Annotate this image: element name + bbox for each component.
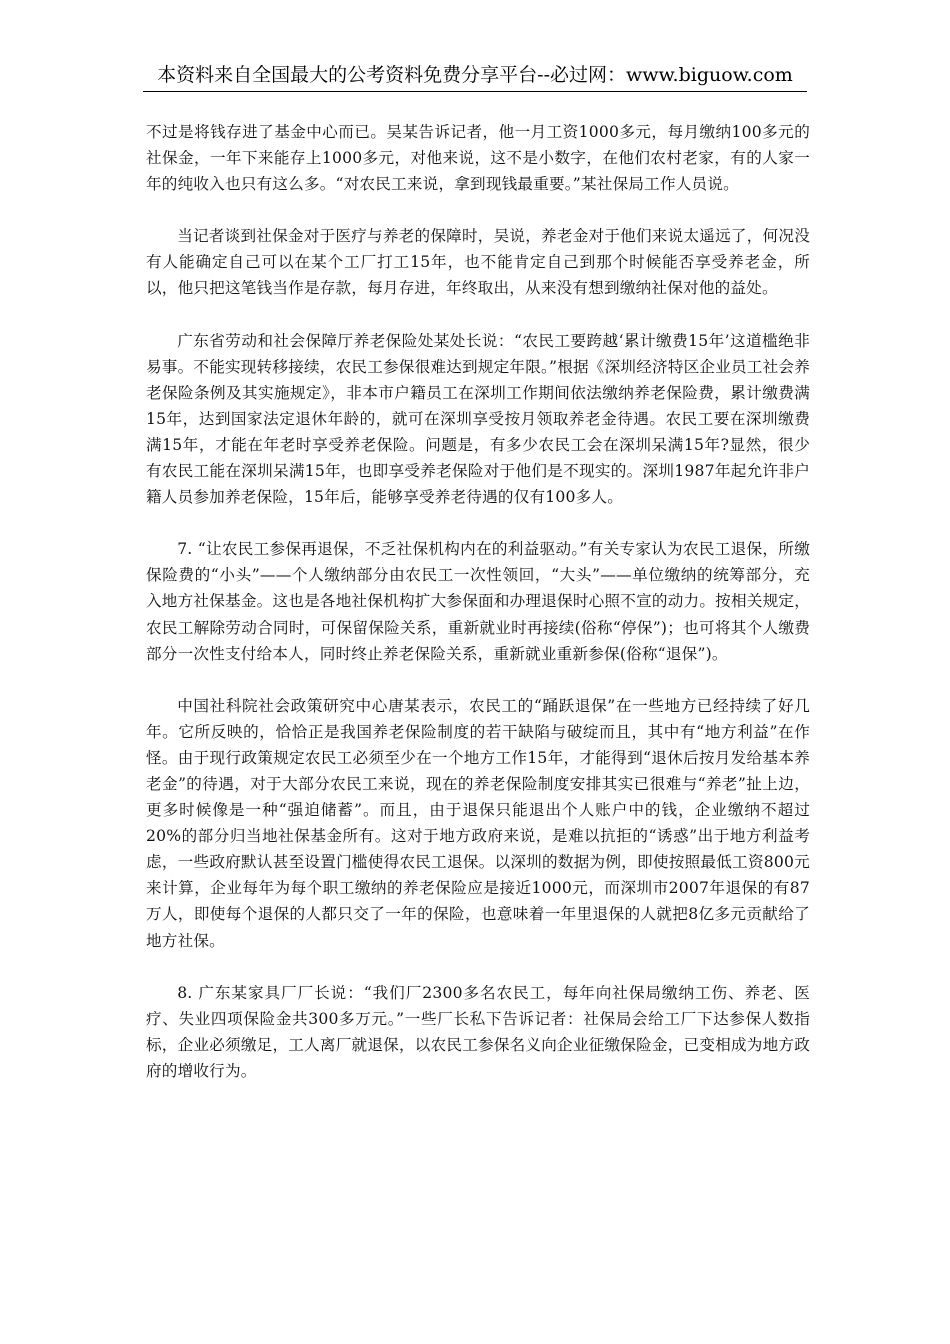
paragraph: 中国社科院社会政策研究中心唐某表示，农民工的“踊跃退保”在一些地方已经持续了好几年。它所反映的，恰恰正是我国养老保险制度的若干缺陷与破绽而且，其中有“地方利益”在作怪。由于现行政策规定农民工必须至少在一个地方工作15年，才能得到“退休后按月发给基本养老金”的待遇，对于大部分农民工来说，现在的养老保险制度安排其实已很难与“养老”扯上边，更多时候像是一种“强迫储蓄”。而且，由于退保只能退出个人账户中的钱，企业缴纳不超过20%的部分归当地社保基金所有。这对于地方政府来说，是难以抗拒的“诱惑”出于地方利益考虑，一些政府默认甚至设置门槛使得农民工退保。以深圳的数据为例，即使按照最低工资800元来计算，企业每年为每个职工缴纳的养老保险应是接近1000元，而深圳市2007年退保的有87万人，即使每个退保的人都只交了一年的保险，也意味着一年里退保的人就把8亿多元贡献给了地方社保。 (146, 696, 810, 950)
header-divider (143, 91, 807, 92)
paragraph: 广东省劳动和社会保障厅养老保险处某处长说：“农民工要跨越‘累计缴费15年’这道槛绝非易事。不能实现转移接续，农民工参保很难达到规定年限。”根据《深圳经济特区企业员工社会养老保险条例及其实施规定》，非本市户籍员工在深圳工作期间依法缴纳养老保险费，累计缴费满15年，达到国家法定退休年龄的，就可在深圳享受按月领取养老金待遇。农民工要在深圳缴费满15年，才能在年老时享受养老保险。问题是，有多少农民工会在深圳呆满15年?显然，很少有农民工能在深圳呆满15年，也即享受养老保险对于他们是不现实的。深圳1987年起允许非户籍人员参加养老保险，15年后，能够享受养老待遇的仅有100多人。 (146, 331, 810, 507)
paragraph: 当记者谈到社保金对于医疗与养老的保障时，吴说，养老金对于他们来说太遥远了，何况没有人能确定自己可以在某个工厂打工15年，也不能肯定自己到那个时候能否享受养老金，所以，他只把这笔钱当作是存款，每月存进，年终取出，从来没有想到缴纳社保对他的益处。 (146, 227, 810, 298)
paragraph-continuation: 不过是将钱存进了基金中心而已。吴某告诉记者，他一月工资1000多元，每月缴纳100多元的社保金，一年下来能存上1000多元，对他来说，这不是小数字，在他们农村老家，有的人家一年的纯收入也只有这么多。“对农民工来说，拿到现钱最重要。”某社保局工作人员说。 (146, 123, 810, 194)
paragraph-item-7: 7. “让农民工参保再退保，不乏社保机构内在的利益驱动。”有关专家认为农民工退保，所缴保险费的“小头”——个人缴纳部分由农民工一次性领回，“大头”——单位缴纳的统筹部分，充入地方社保基金。这也是各地社保机构扩大参保面和办理退保时心照不宣的动力。按相关规定，农民工解除劳动合同时，可保留保险关系，重新就业时再接续(俗称“停保”)；也可将其个人缴费部分一次性支付给本人，同时终止养老保险关系，重新就业重新参保(俗称“退保”)。 (146, 540, 810, 663)
article-body (146, 119, 810, 1110)
header-source-note: 本资料来自全国最大的公考资料免费分享平台--必过网：www.biguow.com (157, 64, 793, 86)
paragraph-item-8: 8. 广东某家具厂厂长说：“我们厂2300多名农民工，每年向社保局缴纳工伤、养老、医疗、失业四项保险金共300多万元。”一些厂长私下告诉记者：社保局会给工厂下达参保人数指标，企业必须缴足，工人离厂就退保，以农民工参保名义向企业征缴保险金，已变相成为地方政府的增收行为。 (146, 983, 810, 1080)
